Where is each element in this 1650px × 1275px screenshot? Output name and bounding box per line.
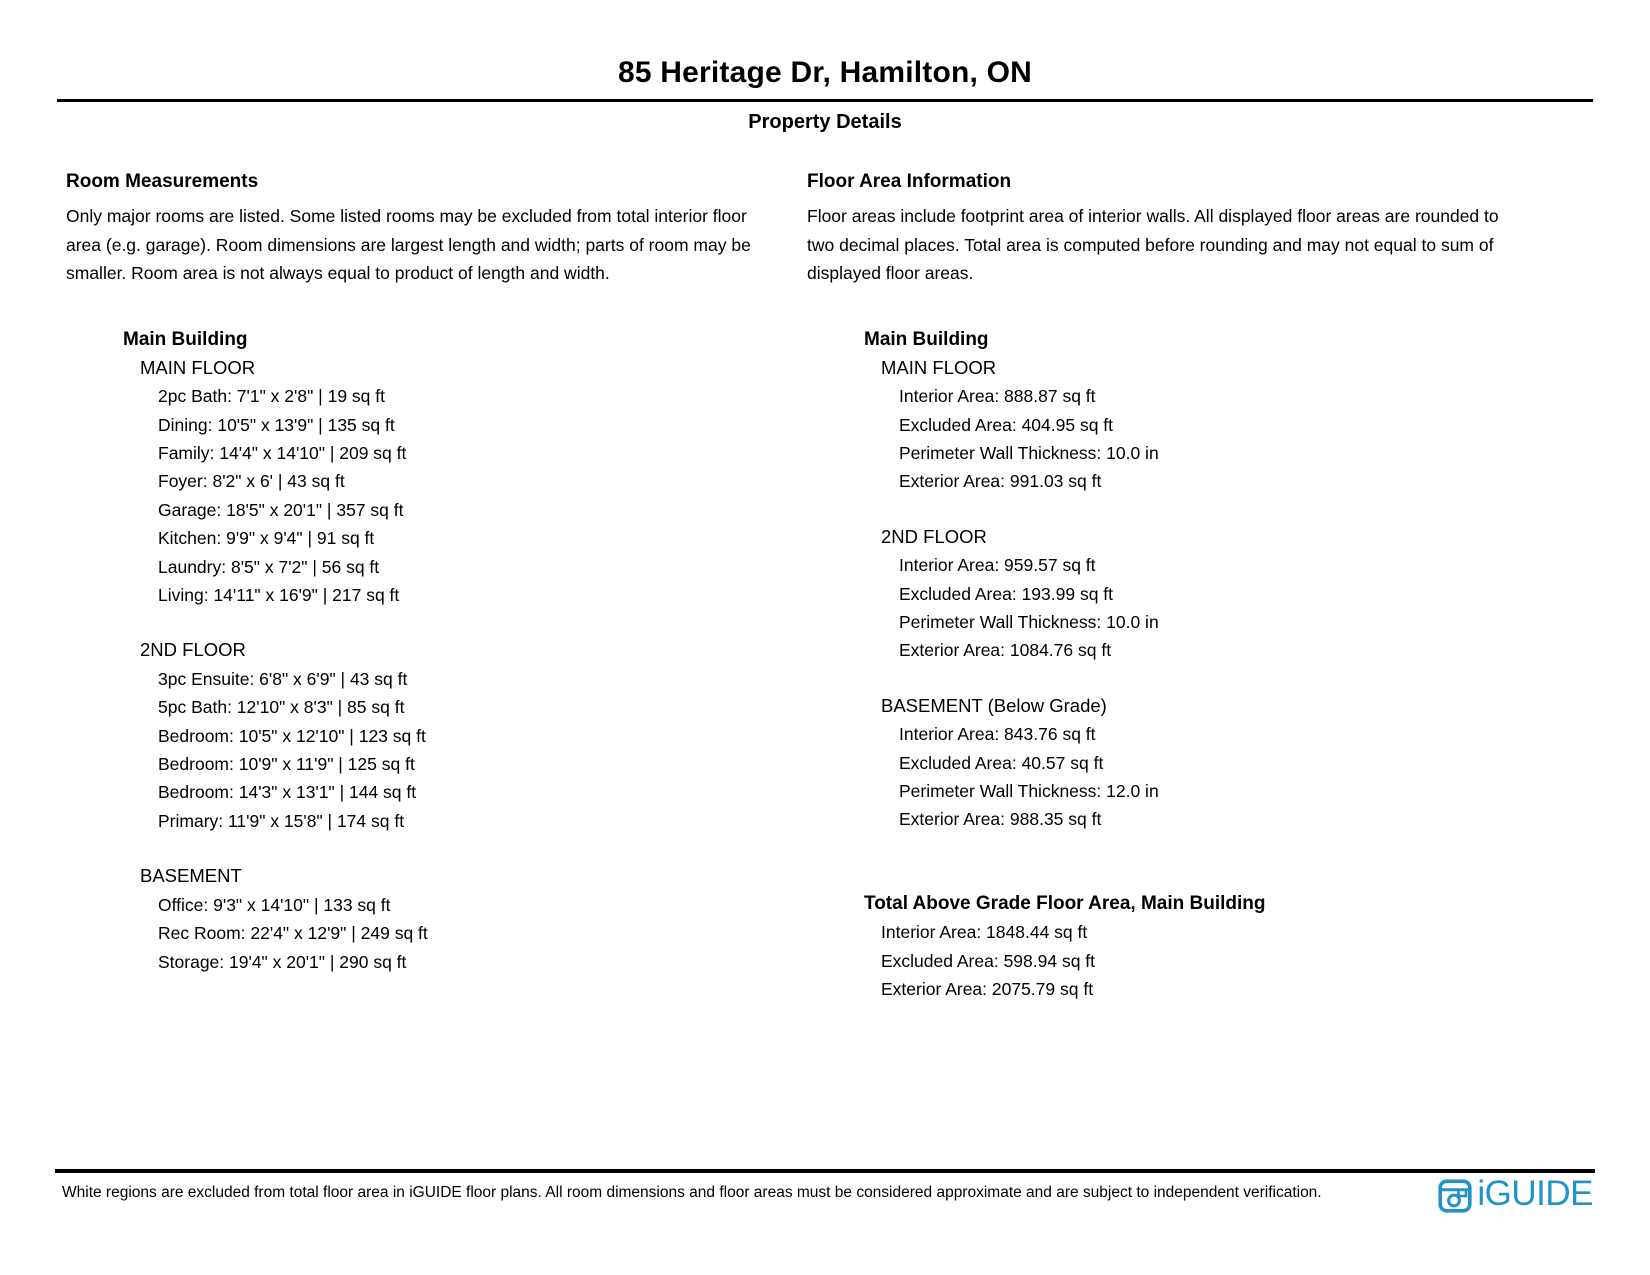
- floor-area-line: Perimeter Wall Thickness: 10.0 in: [899, 443, 1159, 463]
- floor-area-line: Interior Area: 959.57 sq ft: [899, 555, 1096, 576]
- room-measurement-line: Bedroom: 10'9" x 11'9" | 125 sq ft: [158, 754, 415, 775]
- total-above-grade-block: [864, 890, 1527, 1004]
- floor-name: BASEMENT: [140, 865, 242, 887]
- total-above-grade-heading: Total Above Grade Floor Area, Main Building: [864, 892, 1266, 914]
- floor-name: 2ND FLOOR: [140, 639, 246, 661]
- floor-name: 2ND FLOOR: [881, 525, 987, 547]
- room-measurement-line: Living: 14'11" x 16'9" | 217 sq ft: [158, 585, 400, 606]
- floor-area-line: Excluded Area: 404.95 sq ft: [899, 414, 1114, 435]
- floor-area-line: Interior Area: 843.76 sq ft: [899, 724, 1096, 745]
- page-subtitle: Property Details: [748, 111, 902, 133]
- area-block-main-floor: [864, 354, 1527, 496]
- room-measurement-line: Office: 9'3" x 14'10" | 133 sq ft: [158, 894, 391, 915]
- total-stat-list: [864, 918, 1527, 1003]
- floor-area-line: Exterior Area: 2075.79 sq ft: [881, 979, 1094, 1000]
- room-measurement-line: 2pc Bath: 7'1" x 2'8" | 19 sq ft: [158, 386, 385, 407]
- floor-area-building: [864, 326, 1527, 1004]
- iguide-camera-icon: [1438, 1179, 1472, 1213]
- floor-area-line: Exterior Area: 991.03 sq ft: [899, 471, 1102, 492]
- building-name: Main Building: [864, 328, 989, 350]
- room-measurement-line: 5pc Bath: 12'10" x 8'3" | 85 sq ft: [158, 697, 405, 718]
- room-list: [123, 891, 766, 976]
- floor-area-line: Perimeter Wall Thickness: 10.0 in: [899, 612, 1159, 633]
- floor-name: BASEMENT (Below Grade): [881, 694, 1107, 716]
- room-measurements-building: [123, 326, 766, 976]
- room-measurement-line: Bedroom: 10'5" x 12'10" | 123 sq ft: [158, 725, 426, 746]
- room-measurement-line: Laundry: 8'5" x 7'2" | 56 sq ft: [158, 556, 380, 577]
- iguide-logo: [1438, 1174, 1593, 1213]
- room-measurement-line: Foyer: 8'2" x 6' | 43 sq ft: [158, 471, 345, 492]
- room-measurement-line: Bedroom: 14'3" x 13'1" | 144 sq ft: [158, 782, 417, 803]
- floor-area-line: Interior Area: 888.87 sq ft: [899, 386, 1096, 407]
- floor-name: MAIN FLOOR: [881, 356, 997, 378]
- floor-block-basement: [123, 862, 766, 976]
- building-name: Main Building: [123, 328, 248, 350]
- content-columns: [0, 171, 1650, 1004]
- room-measurement-line: Kitchen: 9'9" x 9'4" | 91 sq ft: [158, 528, 375, 549]
- floor-area-line: Excluded Area: 598.94 sq ft: [881, 950, 1096, 971]
- floor-area-line: Perimeter Wall Thickness: 12.0 in: [899, 781, 1159, 802]
- area-block-basement: [864, 692, 1527, 834]
- room-measurement-line: Dining: 10'5" x 13'9" | 135 sq ft: [158, 414, 395, 435]
- room-measurement-line: Primary: 11'9" x 15'8" | 174 sq ft: [158, 810, 405, 831]
- area-block-2nd-floor: [864, 523, 1527, 665]
- iguide-logo-text: iGUIDE: [1477, 1174, 1593, 1213]
- room-measurement-line: Rec Room: 22'4" x 12'9" | 249 sq ft: [158, 923, 428, 944]
- stat-list: [864, 382, 1527, 496]
- header-divider: [57, 99, 1593, 102]
- floor-block-main-floor: [123, 354, 766, 610]
- floor-area-heading: Floor Area Information: [807, 171, 1012, 192]
- page-title: 85 Heritage Dr, Hamilton, ON: [617, 56, 1033, 89]
- floor-area-line: Interior Area: 1848.44 sq ft: [881, 922, 1088, 943]
- room-list: [123, 382, 766, 609]
- floor-area-line: Excluded Area: 40.57 sq ft: [899, 752, 1104, 773]
- room-measurement-line: Garage: 18'5" x 20'1" | 357 sq ft: [158, 499, 404, 520]
- floor-area-section: [807, 171, 1527, 1004]
- stat-list: [864, 551, 1527, 665]
- stat-list: [864, 720, 1527, 834]
- floor-area-line: Excluded Area: 193.99 sq ft: [899, 583, 1114, 604]
- floor-area-line: Exterior Area: 1084.76 sq ft: [899, 640, 1112, 661]
- floor-name: MAIN FLOOR: [140, 356, 256, 378]
- room-measurements-section: [66, 171, 766, 1004]
- room-measurements-description: Only major rooms are listed. Some listed rooms may be excluded from total interior floor area (e.g. garage). Room dimensions are largest length and width; parts of room may be smaller. Room area is not always equal to product of length and width.: [66, 206, 751, 284]
- floor-area-line: Exterior Area: 988.35 sq ft: [899, 809, 1102, 830]
- room-measurements-heading: Room Measurements: [66, 171, 259, 192]
- room-measurement-line: Family: 14'4" x 14'10" | 209 sq ft: [158, 443, 407, 463]
- footer-divider: [55, 1169, 1595, 1173]
- footer-disclaimer: White regions are excluded from total floor area in iGUIDE floor plans. All room dimensions and floor areas must be considered approximate and are subject to independent verification.: [62, 1184, 1322, 1201]
- floor-area-description: Floor areas include footprint area of interior walls. All displayed floor areas are rounded to two decimal places. Total area is computed before rounding and may not equal to sum of displayed floor areas.: [807, 206, 1499, 284]
- room-measurement-line: 3pc Ensuite: 6'8" x 6'9" | 43 sq ft: [158, 668, 408, 689]
- room-list: [123, 665, 766, 835]
- room-measurement-line: Storage: 19'4" x 20'1" | 290 sq ft: [158, 951, 407, 972]
- floor-block-2nd-floor: [123, 636, 766, 835]
